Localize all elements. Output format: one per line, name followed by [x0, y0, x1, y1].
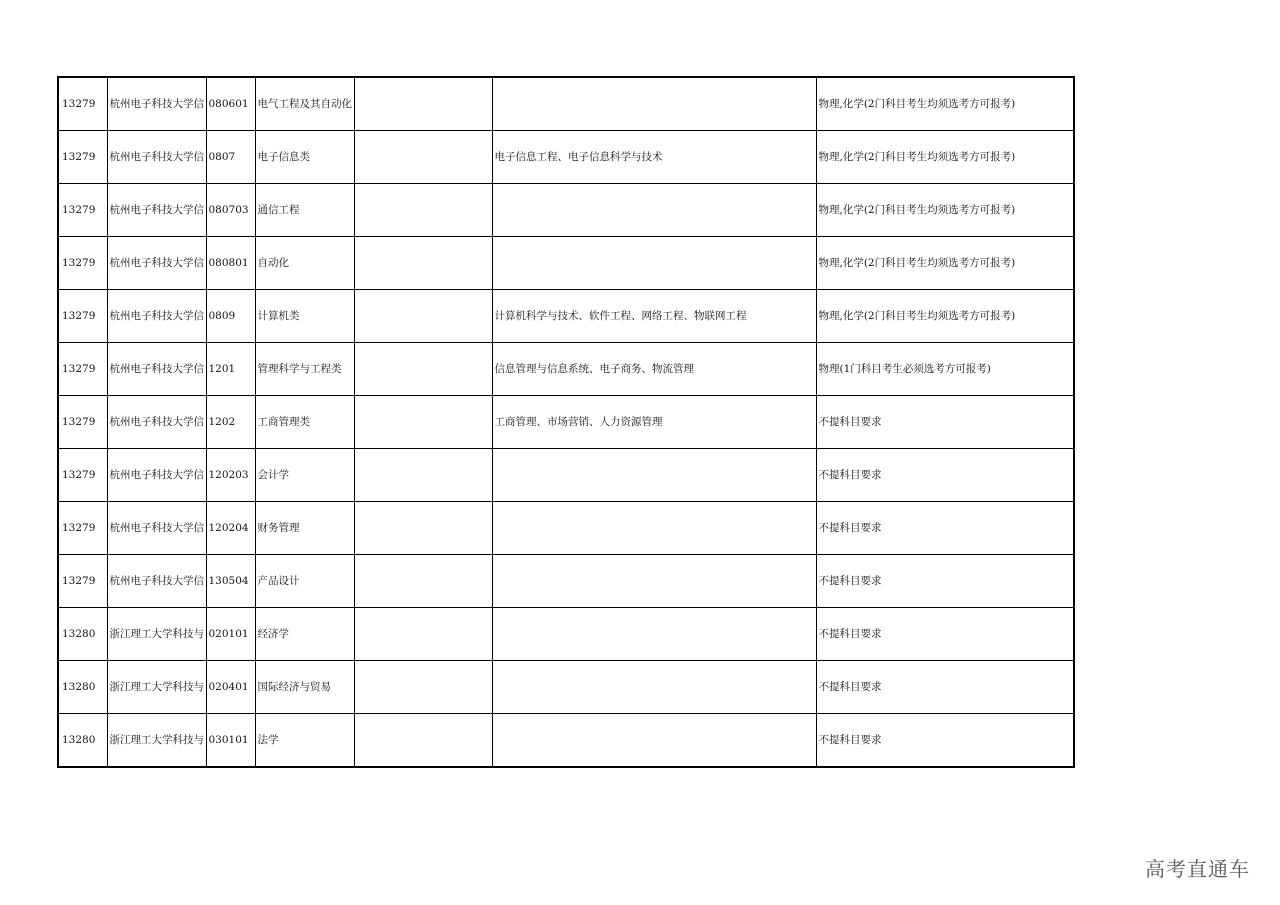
included-majors-cell [492, 237, 816, 290]
included-majors-cell: 计算机科学与技术、软件工程、网络工程、物联网工程 [492, 290, 816, 343]
major-name-cell: 计算机类 [255, 290, 354, 343]
major-name-cell: 产品设计 [255, 555, 354, 608]
major-name-cell: 经济学 [255, 608, 354, 661]
table-body [58, 77, 1074, 767]
subject-requirement-cell: 不提科目要求 [816, 555, 1074, 608]
table-row [58, 131, 1074, 184]
school-name-cell: 杭州电子科技大学信 [107, 131, 206, 184]
school-code-cell: 13279 [58, 502, 107, 555]
major-code-cell: 0809 [206, 290, 255, 343]
blank-cell [354, 555, 492, 608]
major-code-cell: 080703 [206, 184, 255, 237]
blank-cell [354, 396, 492, 449]
major-code-cell: 0807 [206, 131, 255, 184]
blank-cell [354, 608, 492, 661]
blank-cell [354, 290, 492, 343]
school-name-cell: 杭州电子科技大学信 [107, 77, 206, 131]
table-row [58, 714, 1074, 768]
table-row [58, 502, 1074, 555]
school-name-cell: 浙江理工大学科技与 [107, 714, 206, 768]
major-name-cell: 电子信息类 [255, 131, 354, 184]
included-majors-cell [492, 502, 816, 555]
school-code-cell: 13279 [58, 131, 107, 184]
school-code-cell: 13279 [58, 290, 107, 343]
table-row [58, 396, 1074, 449]
major-code-cell: 080601 [206, 77, 255, 131]
school-code-cell: 13279 [58, 396, 107, 449]
included-majors-cell [492, 184, 816, 237]
included-majors-cell: 电子信息工程、电子信息科学与技术 [492, 131, 816, 184]
major-name-cell: 财务管理 [255, 502, 354, 555]
blank-cell [354, 237, 492, 290]
school-code-cell: 13279 [58, 449, 107, 502]
table-row [58, 237, 1074, 290]
school-name-cell: 杭州电子科技大学信 [107, 555, 206, 608]
blank-cell [354, 714, 492, 768]
school-name-cell: 杭州电子科技大学信 [107, 343, 206, 396]
blank-cell [354, 343, 492, 396]
major-code-cell: 120204 [206, 502, 255, 555]
included-majors-cell: 工商管理、市场营销、人力资源管理 [492, 396, 816, 449]
table-row [58, 608, 1074, 661]
school-name-cell: 杭州电子科技大学信 [107, 449, 206, 502]
subject-requirement-cell: 物理,化学(2门科目考生均须选考方可报考) [816, 184, 1074, 237]
major-code-cell: 120203 [206, 449, 255, 502]
included-majors-cell [492, 449, 816, 502]
major-name-cell: 会计学 [255, 449, 354, 502]
table-row [58, 184, 1074, 237]
table-row [58, 290, 1074, 343]
major-code-cell: 1201 [206, 343, 255, 396]
major-name-cell: 工商管理类 [255, 396, 354, 449]
school-name-cell: 杭州电子科技大学信 [107, 184, 206, 237]
subject-requirement-cell: 不提科目要求 [816, 661, 1074, 714]
school-name-cell: 浙江理工大学科技与 [107, 608, 206, 661]
school-name-cell: 浙江理工大学科技与 [107, 661, 206, 714]
major-code-cell: 1202 [206, 396, 255, 449]
major-code-cell: 080801 [206, 237, 255, 290]
major-code-cell: 020401 [206, 661, 255, 714]
major-code-cell: 020101 [206, 608, 255, 661]
major-name-cell: 通信工程 [255, 184, 354, 237]
blank-cell [354, 502, 492, 555]
table-row [58, 77, 1074, 131]
included-majors-cell [492, 714, 816, 768]
school-code-cell: 13279 [58, 555, 107, 608]
blank-cell [354, 77, 492, 131]
subject-requirement-cell: 不提科目要求 [816, 502, 1074, 555]
major-name-cell: 法学 [255, 714, 354, 768]
major-name-cell: 电气工程及其自动化 [255, 77, 354, 131]
included-majors-cell [492, 661, 816, 714]
subject-requirement-cell: 物理,化学(2门科目考生均须选考方可报考) [816, 290, 1074, 343]
school-name-cell: 杭州电子科技大学信 [107, 290, 206, 343]
subject-requirement-cell: 物理,化学(2门科目考生均须选考方可报考) [816, 131, 1074, 184]
table-row [58, 343, 1074, 396]
subject-requirement-cell: 不提科目要求 [816, 608, 1074, 661]
major-code-cell: 030101 [206, 714, 255, 768]
school-code-cell: 13279 [58, 77, 107, 131]
included-majors-cell [492, 555, 816, 608]
school-code-cell: 13280 [58, 661, 107, 714]
subject-requirements-table [57, 76, 1075, 768]
subject-requirement-cell: 物理(1门科目考生必须选考方可报考) [816, 343, 1074, 396]
subject-requirement-cell: 不提科目要求 [816, 449, 1074, 502]
major-name-cell: 自动化 [255, 237, 354, 290]
major-code-cell: 130504 [206, 555, 255, 608]
table-row [58, 661, 1074, 714]
school-name-cell: 杭州电子科技大学信 [107, 396, 206, 449]
blank-cell [354, 449, 492, 502]
school-code-cell: 13279 [58, 184, 107, 237]
subject-requirement-cell: 物理,化学(2门科目考生均须选考方可报考) [816, 77, 1074, 131]
subject-requirement-cell: 不提科目要求 [816, 396, 1074, 449]
included-majors-cell [492, 77, 816, 131]
blank-cell [354, 661, 492, 714]
subject-requirement-cell: 物理,化学(2门科目考生均须选考方可报考) [816, 237, 1074, 290]
school-code-cell: 13279 [58, 343, 107, 396]
watermark-text: 高考直通车 [1145, 857, 1250, 881]
blank-cell [354, 184, 492, 237]
blank-cell [354, 131, 492, 184]
major-name-cell: 国际经济与贸易 [255, 661, 354, 714]
school-code-cell: 13280 [58, 714, 107, 768]
school-code-cell: 13280 [58, 608, 107, 661]
school-name-cell: 杭州电子科技大学信 [107, 502, 206, 555]
table-row [58, 555, 1074, 608]
included-majors-cell [492, 608, 816, 661]
included-majors-cell: 信息管理与信息系统、电子商务、物流管理 [492, 343, 816, 396]
subject-requirement-cell: 不提科目要求 [816, 714, 1074, 768]
school-name-cell: 杭州电子科技大学信 [107, 237, 206, 290]
major-name-cell: 管理科学与工程类 [255, 343, 354, 396]
table-row [58, 449, 1074, 502]
school-code-cell: 13279 [58, 237, 107, 290]
